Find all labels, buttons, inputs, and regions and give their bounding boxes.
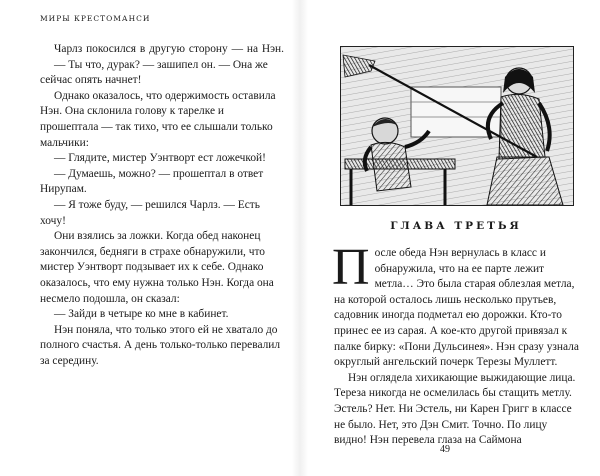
paragraph: — Зайди в четыре ко мне в кабинет. [54,308,229,321]
right-page-text [332,239,582,449]
drop-cap: П [332,239,370,296]
paragraph: Нэн оглядела хихикающие выжидающие лица. Тереза никогда не осмелилась бы стащить метлу. Эстель? Нет. Ни Эстель, ни Карен Григг в классе не было. Нет, это Дэн Смит. Точно. По лицу видно! Нэн перевела глаза на Саймона [334,371,576,447]
paragraph: Они взялись за ложки. Когда обед наконец закончился, бедняги в страхе обнаружили, что мистер Уэнтворт подзывает их к себе. Однако оказалось, что ему нужна только Нэн. Когда она несмело подошла, он сказал: [40,230,274,305]
paragraph-text: осле обеда Нэн вернулась в класс и обнаружила, что на ее парте лежит метла… Это была старая облезлая метла, на которой осталось лишь несколько прутьев, садовник иногда подметал ею дорожки. Кто-то принес ее из сарая. А кое-кто другой привязал к палке бирку: «Пони Дульсинея». Нэн сразу узнала округлый ангельский почерк Терезы Муллетт. [334,247,579,369]
chapter-title: ГЛАВА ТРЕТЬЯ [390,220,522,232]
left-page-text [40,42,284,369]
paragraph [332,239,582,371]
paragraph: Однако оказалось, что одержимость оставила Нэн. Она склонила голову к тарелке и прошептала — так тихо, что ее слышали только мальчики: [40,89,276,149]
chapter-illustration [340,46,574,206]
illustration-broom-scene [341,47,573,205]
page-number: 49 [440,444,450,455]
paragraph: — Я тоже буду, — решился Чарлз. — Есть хочу! [40,198,260,227]
paragraph: Чарлз покосился в другую сторону — на Нэн. [54,43,284,55]
paragraph: — Думаешь, можно? — прошептал в ответ Нирупам. [40,167,264,196]
paragraph: — Ты что, дурак? — зашипел он. — Она же сейчас опять начнет! [40,58,268,87]
paragraph: — Глядите, мистер Уэнтворт ест ложечкой! [54,152,266,165]
paragraph: Нэн поняла, что только этого ей не хватало до полного счастья. А день только-только перевалил за середину. [40,323,281,367]
running-head: МИРЫ КРЕСТОМАНСИ [40,14,151,23]
